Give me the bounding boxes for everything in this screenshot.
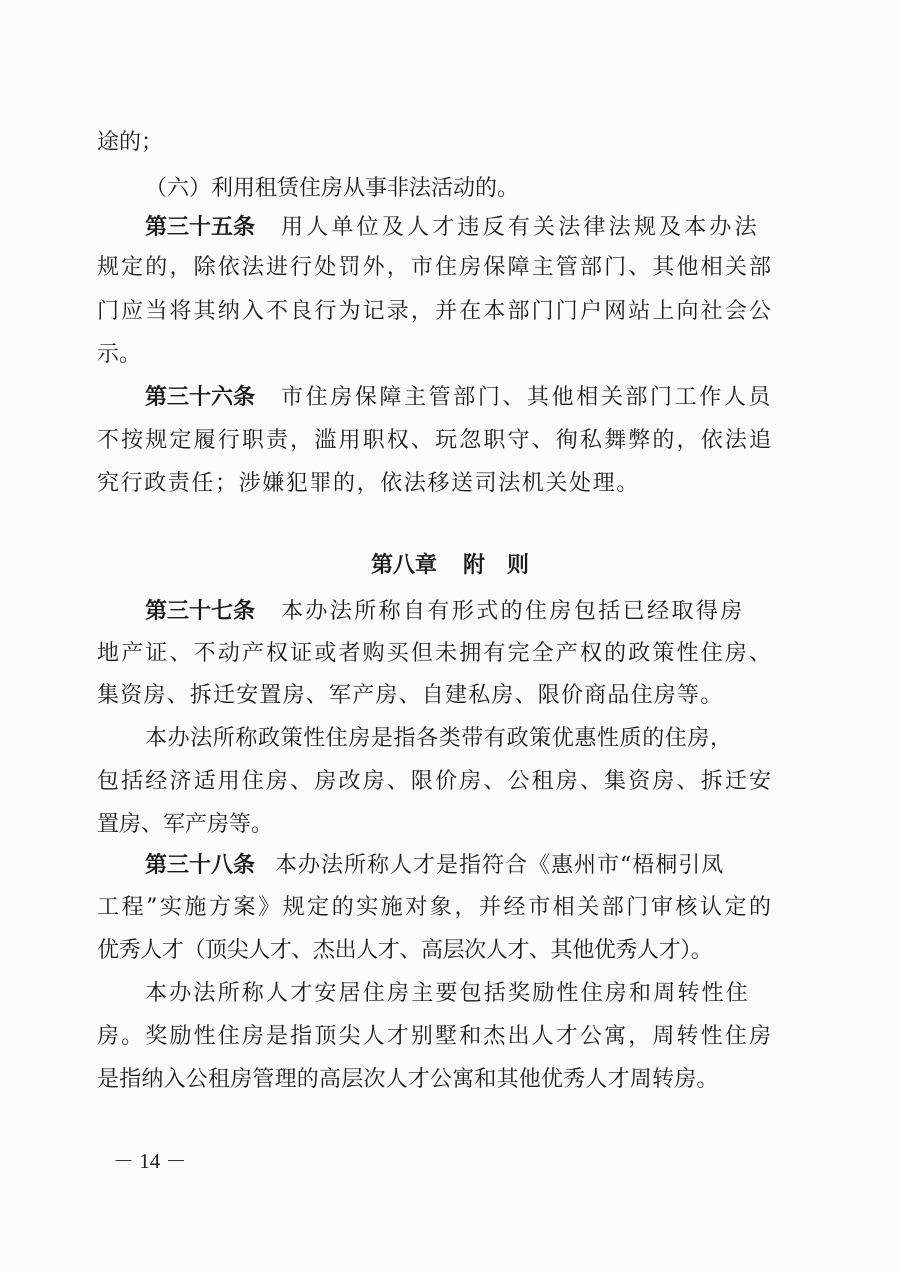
paragraph-line: 地产证、不动产权证或者购买但未拥有完全产权的政策性住房、 bbox=[97, 641, 771, 666]
article-number: 第三十七条 bbox=[145, 599, 256, 624]
paragraph-line: 优秀人才（顶尖人才、杰出人才、高层次人才、其他优秀人才）。 bbox=[97, 938, 713, 963]
chapter-title: 附 则 bbox=[463, 553, 530, 578]
paragraph-line: 不按规定履行职责，滥用职权、玩忽职守、徇私舞弊的，依法追 bbox=[97, 428, 771, 453]
paragraph-line: 究行政责任；涉嫌犯罪的，依法移送司法机关处理。 bbox=[97, 471, 640, 496]
paragraph-line: 本办法所称政策性住房是指各类带有政策优惠性质的住房， bbox=[145, 726, 733, 751]
paragraph-line: 途的； bbox=[97, 130, 164, 155]
paragraph-line: （六）利用租赁住房从事非法活动的。 bbox=[145, 176, 520, 201]
article-number: 第三十六条 bbox=[145, 385, 256, 410]
paragraph-line: 是指纳入公租房管理的高层次人才公寓和其他优秀人才周转房。 bbox=[97, 1067, 719, 1092]
paragraph-line: 工程”实施方案》规定的实施对象，并经市相关部门审核认定的 bbox=[97, 895, 771, 920]
article-38-line: 第三十八条 本办法所称人才是指符合《惠州市“梧桐引凤 bbox=[145, 853, 725, 878]
chapter-number: 第八章 bbox=[370, 553, 437, 578]
paragraph-line: 示。 bbox=[97, 342, 142, 367]
page-number: － 14 － bbox=[113, 1149, 187, 1173]
paragraph-line: 包括经济适用住房、房改房、限价房、公租房、集资房、拆迁安 bbox=[97, 769, 771, 794]
paragraph-line: 集资房、拆迁安置房、军产房、自建私房、限价商品住房等。 bbox=[97, 683, 724, 708]
paragraph-line: 本办法所称人才安居住房主要包括奖励性住房和周转性住 bbox=[145, 981, 751, 1006]
paragraph-line: 置房、军产房等。 bbox=[97, 812, 274, 837]
paragraph-line: 房。奖励性住房是指顶尖人才别墅和杰出人才公寓，周转性住房 bbox=[97, 1024, 771, 1049]
article-35-line: 第三十五条 用人单位及人才违反有关法律法规及本办法 bbox=[145, 215, 760, 240]
paragraph-line: 规定的，除依法进行处罚外，市住房保障主管部门、其他相关部 bbox=[97, 255, 771, 280]
chapter-heading bbox=[0, 551, 900, 581]
article-36-line: 第三十六条 市住房保障主管部门、其他相关部门工作人员 bbox=[145, 385, 774, 410]
paragraph-line: 门应当将其纳入不良行为记录，并在本部门门户网站上向社会公 bbox=[97, 299, 771, 324]
article-37-line: 第三十七条 本办法所称自有形式的住房包括已经取得房 bbox=[145, 599, 745, 624]
article-number: 第三十八条 bbox=[145, 853, 256, 878]
article-number: 第三十五条 bbox=[145, 215, 256, 240]
